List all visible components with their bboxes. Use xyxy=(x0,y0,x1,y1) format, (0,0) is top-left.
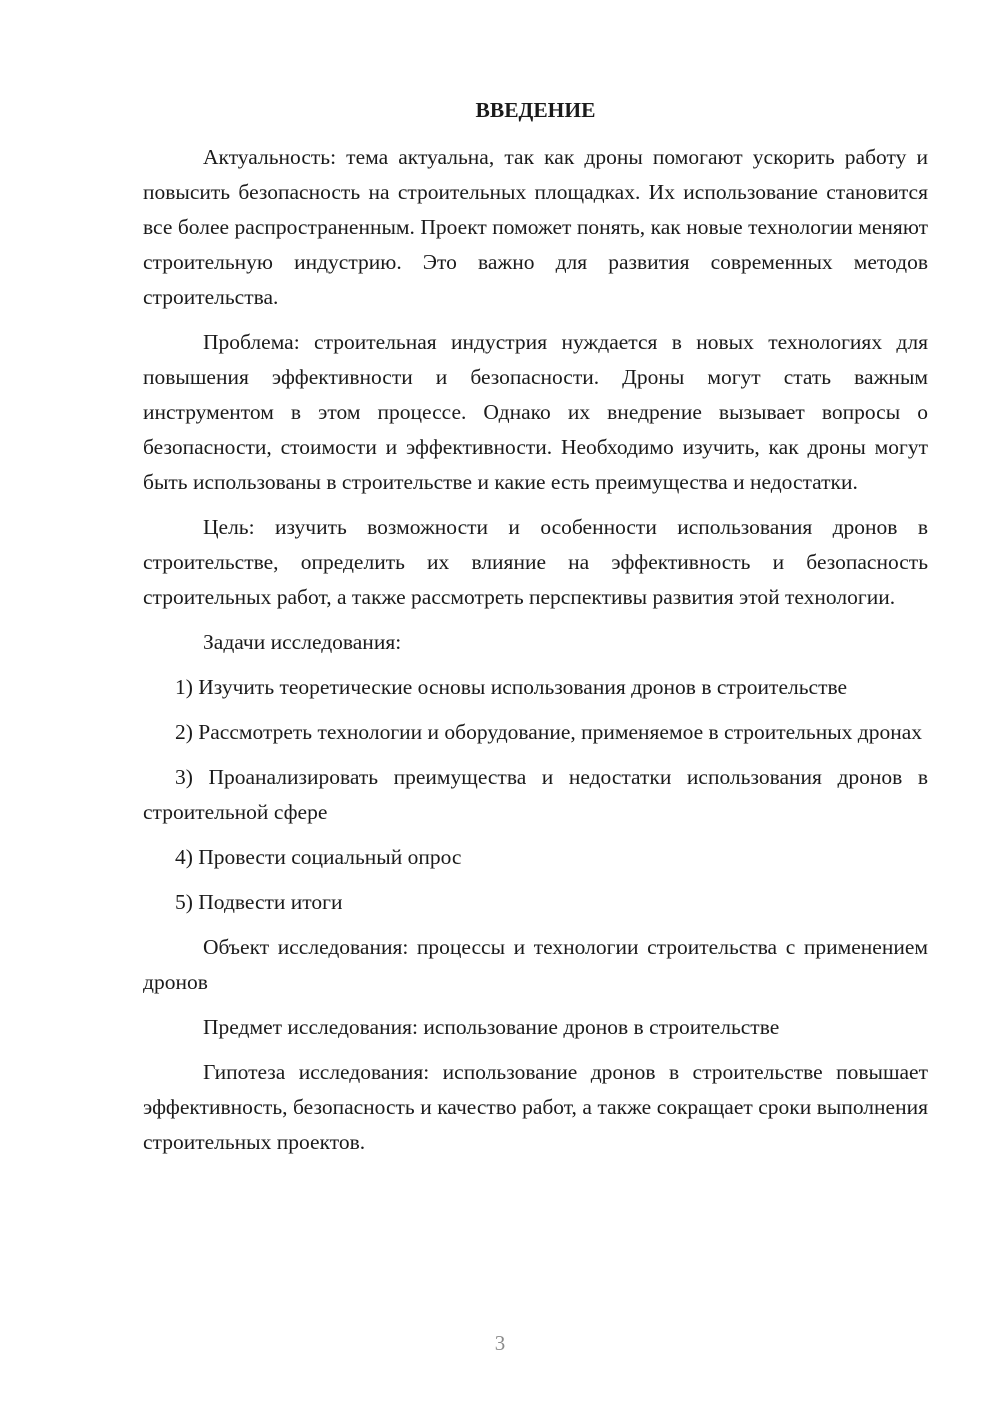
goal-paragraph: Цель: изучить возможности и особенности использования дронов в строительстве, определить их влияние на эффективность и безопасность строительных работ, а также рассмотреть перспективы развития этой технологии. xyxy=(143,515,928,609)
object-paragraph: Объект исследования: процессы и технологии строительства с применением дронов xyxy=(143,935,928,994)
task-item-2: 2) Рассмотреть технологии и оборудование, применяемое в строительных дронах xyxy=(175,720,923,744)
subject-paragraph: Предмет исследования: использование дронов в строительстве xyxy=(203,1015,780,1039)
document-page xyxy=(143,90,928,1170)
relevance-paragraph: Актуальность: тема актуальна, так как дроны помогают ускорить работу и повысить безопасность на строительных площадках. Их использование становится все более распространенным. Проект поможет понять, как новые технологии меняют строительную индустрию. Это важно для развития современных методов строительства. xyxy=(143,145,928,309)
page-title: ВВЕДЕНИЕ xyxy=(475,98,596,122)
hypothesis-paragraph: Гипотеза исследования: использование дронов в строительстве повышает эффективность, безопасность и качество работ, а также сокращает сроки выполнения строительных проектов. xyxy=(143,1060,928,1154)
tasks-heading: Задачи исследования: xyxy=(203,630,402,654)
page-number: 3 xyxy=(494,1331,506,1355)
task-item-4: 4) Провести социальный опрос xyxy=(175,845,462,869)
task-item-3: 3) Проанализировать преимущества и недостатки использования дронов в строительной сфере xyxy=(143,765,928,824)
problem-paragraph: Проблема: строительная индустрия нуждается в новых технологиях для повышения эффективности и безопасности. Дроны могут стать важным инструментом в этом процессе. Однако их внедрение вызывает вопросы о безопасности, стоимости и эффективности. Необходимо изучить, как дроны могут быть использованы в строительстве и какие есть преимущества и недостатки. xyxy=(143,330,928,494)
task-item-5: 5) Подвести итоги xyxy=(175,890,343,914)
task-item-1: 1) Изучить теоретические основы использования дронов в строительстве xyxy=(175,675,848,699)
